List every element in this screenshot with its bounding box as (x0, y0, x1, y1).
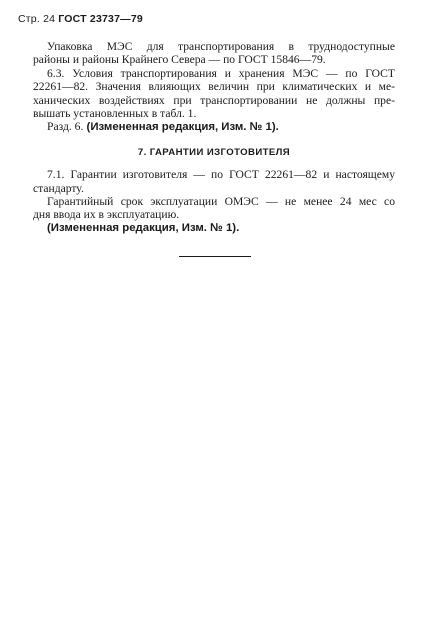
amendment-note-section-7: (Измененная редакция, Изм. № 1). (47, 221, 240, 234)
text-line: 22261—82. Значения влияющих величин при климатических и ме- (33, 80, 395, 94)
text-line: ханических воздействиях при транспортировании не должны пре- (33, 93, 395, 107)
paragraph-packaging (33, 40, 395, 67)
text-line: стандарту. (33, 181, 84, 195)
note-prefix: Разд. 6. (47, 120, 84, 134)
document-body (33, 40, 395, 235)
note-text: (Измененная редакция, Изм. № 1). (86, 121, 279, 134)
paragraph-warranty-period (33, 195, 395, 222)
text-line: вышать установленных в табл. 1. (33, 107, 197, 121)
text-line: дня ввода их в эксплуатацию. (33, 208, 180, 222)
paragraph-7-1 (33, 168, 395, 195)
page-number: Стр. 24 (18, 13, 56, 25)
text-line: 7.1. Гарантии изготовителя — по ГОСТ 22261—82 и настоящему (47, 168, 395, 182)
paragraph-6-3 (33, 67, 395, 121)
text-line: 6.3. Условия транспортирования и хранения МЭС — по ГОСТ (47, 66, 395, 80)
amendment-note-section-6 (33, 120, 395, 134)
end-of-text-rule (179, 256, 251, 257)
text-line: Гарантийный срок эксплуатации ОМЭС — не менее 24 мес со (47, 195, 395, 209)
running-head (18, 13, 143, 25)
section-heading: 7. ГАРАНТИИ ИЗГОТОВИТЕЛЯ (137, 146, 291, 158)
text-line: Упаковка МЭС для транспортирования в труднодоступные (47, 40, 395, 53)
text-line: районы и районы Крайнего Севера — по ГОСТ 15846—79. (33, 53, 326, 67)
standard-designation: ГОСТ 23737—79 (58, 13, 143, 25)
